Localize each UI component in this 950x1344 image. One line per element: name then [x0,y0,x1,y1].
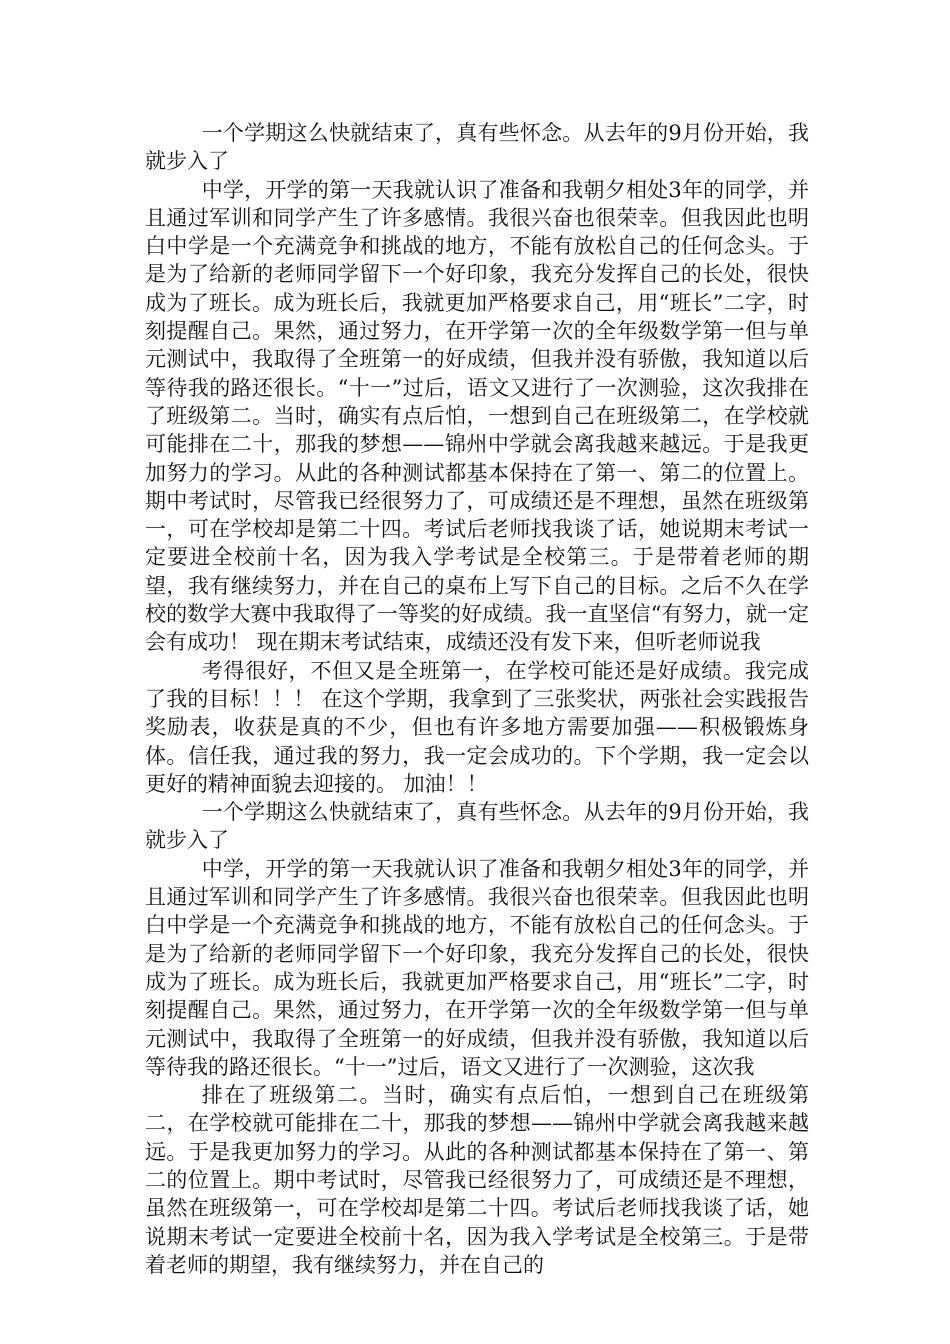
paragraph: 考得很好，不但又是全班第一，在学校可能还是好成绩。我完成了我的目标！！！ 在这个学期，我拿到了三张奖状，两张社会实践报告奖励表，收获是真的不少，但也有许多地方需要加强——积极锻炼身体。信任我，通过我的努力，我一定会成功的。下个学期，我一定会以更好的精神面貌去迎接的。 加油！！ [145,658,809,796]
paragraph: 中学，开学的第一天我就认识了准备和我朝夕相处3年的同学，并且通过军训和同学产生了许多感情。我很兴奋也很荣幸。但我因此也明白中学是一个充满竞争和挑战的地方，不能有放松自己的任何念头。于是为了给新的老师同学留下一个好印象，我充分发挥自己的长处，很快成为了班长。成为班长后，我就更加严格要求自己，用“班长”二字，时刻提醒自己。果然，通过努力，在开学第一次的全年级数学第一但与单元测试中，我取得了全班第一的好成绩，但我并没有骄傲，我知道以后等待我的路还很长。“十一”过后，语文又进行了一次测验，这次我 [145,856,809,1079]
paragraph: 中学，开学的第一天我就认识了准备和我朝夕相处3年的同学，并且通过军训和同学产生了许多感情。我很兴奋也很荣幸。但我因此也明白中学是一个充满竞争和挑战的地方，不能有放松自己的任何念头。于是为了给新的老师同学留下一个好印象，我充分发挥自己的长处，很快成为了班长。成为班长后，我就更加严格要求自己，用“班长”二字，时刻提醒自己。果然，通过努力，在开学第一次的全年级数学第一但与单元测试中，我取得了全班第一的好成绩，但我并没有骄傲，我知道以后等待我的路还很长。“十一”过后，语文又进行了一次测验，这次我排在了班级第二。当时，确实有点后怕，一想到自己在班级第二，在学校就可能排在二十，那我的梦想——锦州中学就会离我越来越远。于是我更加努力的学习。从此的各种测试都基本保持在了第一、第二的位置上。期中考试时，尽管我已经很努力了，可成绩还是不理想，虽然在班级第一，可在学校却是第二十四。考试后老师找我谈了话，她说期末考试一定要进全校前十名，因为我入学考试是全校第三。于是带着老师的期望，我有继续努力，并在自己的桌布上写下自己的目标。之后不久在学校的数学大赛中我取得了一等奖的好成绩。我一直坚信“有努力，就一定会有成功！ 现在期末考试结束，成绩还没有发下来，但听老师说我 [145,177,809,655]
paragraph: 一个学期这么快就结束了，真有些怀念。从去年的9月份开始，我就步入了 [145,121,809,174]
document-body [145,119,809,1279]
paragraph: 一个学期这么快就结束了，真有些怀念。从去年的9月份开始，我就步入了 [145,800,809,853]
paragraph: 排在了班级第二。当时，确实有点后怕，一想到自己在班级第二，在学校就可能排在二十，那我的梦想——锦州中学就会离我越来越远。于是我更加努力的学习。从此的各种测试都基本保持在了第一、第二的位置上。期中考试时，尽管我已经很努力了，可成绩还是不理想，虽然在班级第一，可在学校却是第二十四。考试后老师找我谈了话，她说期末考试一定要进全校前十名，因为我入学考试是全校第三。于是带着老师的期望，我有继续努力，并在自己的 [145,1083,809,1277]
